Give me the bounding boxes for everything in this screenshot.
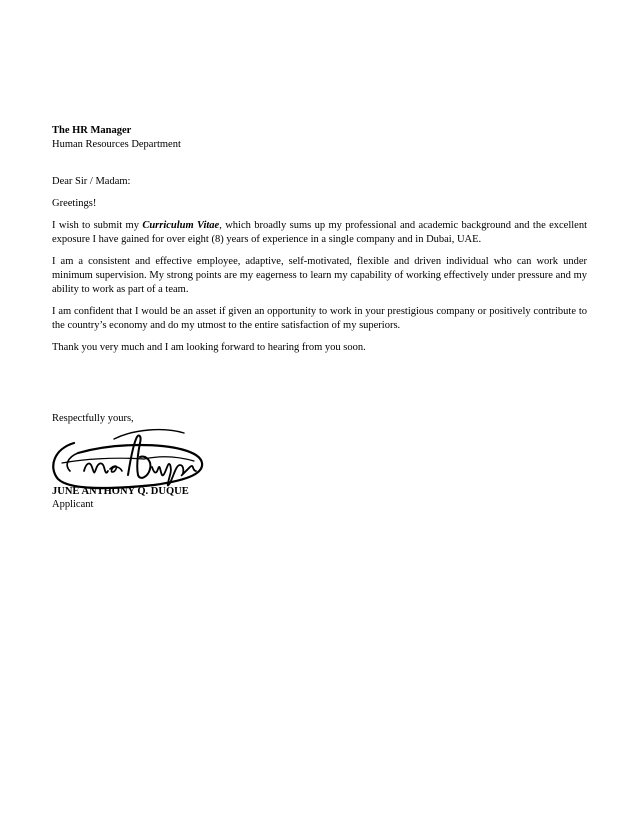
signer-role: Applicant [52,499,94,510]
curriculum-vitae-emphasis: Curriculum Vitae [142,220,220,231]
closing: Respectfully yours, [52,413,134,424]
paragraph-intro-end: , which broadly sums up my professional and academic background and the excellent exposure I have gained for over eight (8) years of experience in a single company and in Dubai, UAE. [52,220,587,245]
salutation: Dear Sir / Madam: [52,176,131,187]
paragraph-intro-start: I wish to submit my [52,220,143,231]
handwritten-signature [44,419,214,495]
greeting: Greetings! [52,198,97,209]
recipient-title: The HR Manager [52,125,132,136]
recipient-department: Human Resources Department [52,139,181,150]
paragraph-thanks: Thank you very much and I am looking forward to hearing from you soon. [52,342,366,353]
paragraph-qualities: I am a consistent and effective employee, adaptive, self-motivated, flexible and driven individual who can work under minimum supervision. My strong points are my eagerness to learn my capability of working effectively under pressure and my ability to work as part of a team. [52,256,587,295]
signer-name: JUNE ANTHONY Q. DUQUE [52,486,189,497]
paragraph-confidence: I am confident that I would be an asset if given an opportunity to work in your prestigious company or positively contribute to the country’s economy and do my utmost to the entire satisfaction of my superiors. [52,306,587,331]
paragraph-intro [52,219,587,247]
recipient-block [52,124,587,152]
